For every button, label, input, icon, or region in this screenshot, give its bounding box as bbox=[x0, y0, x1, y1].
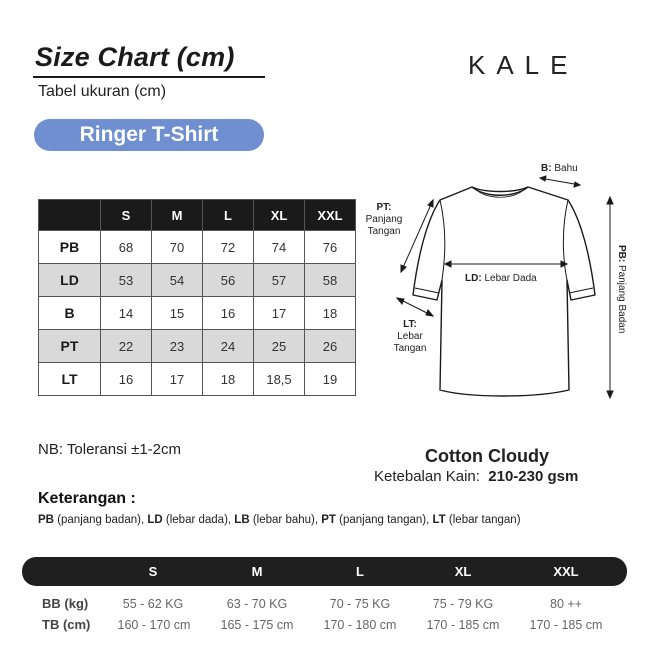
table-cell: 25 bbox=[254, 330, 305, 363]
table-cell: 22 bbox=[101, 330, 152, 363]
brand-logo: KALE bbox=[468, 50, 579, 80]
size-table-header bbox=[39, 200, 356, 231]
fit-size-header: L bbox=[356, 564, 364, 579]
row-label: LT bbox=[39, 363, 101, 396]
table-cell: 70 bbox=[152, 231, 203, 264]
table-cell: 74 bbox=[254, 231, 305, 264]
tb-cell: 160 - 170 cm bbox=[117, 618, 191, 632]
chest-width-label: LD: Lebar Dada bbox=[465, 273, 537, 284]
table-cell: 23 bbox=[152, 330, 203, 363]
bb-row-label: BB (kg) bbox=[42, 596, 89, 611]
row-label: PT bbox=[39, 330, 101, 363]
table-row bbox=[39, 231, 356, 264]
size-col-header: S bbox=[101, 200, 152, 231]
page-title: Size Chart (cm) bbox=[35, 42, 235, 72]
bb-cell: 63 - 70 KG bbox=[226, 597, 288, 611]
bb-cell: 80 ++ bbox=[550, 597, 582, 611]
table-row bbox=[39, 363, 356, 396]
table-cell: 17 bbox=[254, 297, 305, 330]
fabric-thickness: Ketebalan Kain: 210-230 gsm bbox=[374, 468, 579, 485]
table-cell: 57 bbox=[254, 264, 305, 297]
tolerance-note: NB: Toleransi ±1-2cm bbox=[38, 441, 182, 458]
size-col-header: XL bbox=[254, 200, 305, 231]
tshirt-outline bbox=[413, 187, 595, 396]
table-cell: 54 bbox=[152, 264, 203, 297]
page-subtitle: Tabel ukuran (cm) bbox=[38, 83, 167, 100]
table-cell: 58 bbox=[305, 264, 356, 297]
tb-cell: 165 - 175 cm bbox=[220, 618, 294, 632]
fit-size-header: M bbox=[251, 564, 263, 579]
body-length-label: PB: Panjang Badan bbox=[616, 245, 627, 334]
fabric-name: Cotton Cloudy bbox=[425, 446, 549, 466]
table-cell: 68 bbox=[101, 231, 152, 264]
bb-cell: 55 - 62 KG bbox=[122, 597, 184, 611]
size-table bbox=[38, 199, 356, 396]
table-row bbox=[39, 330, 356, 363]
table-row bbox=[39, 297, 356, 330]
shoulder-arrow bbox=[540, 178, 580, 185]
fit-size-header: XXL bbox=[553, 564, 579, 579]
table-cell: 53 bbox=[101, 264, 152, 297]
fit-size-header: XL bbox=[454, 564, 472, 579]
table-cell: 72 bbox=[203, 231, 254, 264]
table-cell: 26 bbox=[305, 330, 356, 363]
table-cell: 18,5 bbox=[254, 363, 305, 396]
row-label: LD bbox=[39, 264, 101, 297]
fit-size-header: S bbox=[148, 564, 158, 579]
table-cell: 18 bbox=[203, 363, 254, 396]
table-cell: 76 bbox=[305, 231, 356, 264]
title-underline bbox=[33, 76, 265, 78]
tb-cell: 170 - 185 cm bbox=[529, 618, 603, 632]
table-cell: 18 bbox=[305, 297, 356, 330]
sleeve-width-label: LT: Lebar Tangan bbox=[393, 319, 427, 354]
table-cell: 15 bbox=[152, 297, 203, 330]
tb-cell: 170 - 180 cm bbox=[323, 618, 397, 632]
table-cell: 17 bbox=[152, 363, 203, 396]
table-cell: 19 bbox=[305, 363, 356, 396]
size-col-header: XXL bbox=[305, 200, 356, 231]
table-cell: 24 bbox=[203, 330, 254, 363]
row-label: PB bbox=[39, 231, 101, 264]
bb-cell: 70 - 75 KG bbox=[329, 597, 391, 611]
table-cell: 14 bbox=[101, 297, 152, 330]
table-cell: 16 bbox=[101, 363, 152, 396]
shoulder-label: B: Bahu bbox=[541, 163, 578, 174]
table-cell: 56 bbox=[203, 264, 254, 297]
table-cell: 16 bbox=[203, 297, 254, 330]
tb-cell: 170 - 185 cm bbox=[426, 618, 500, 632]
sleeve-length-label: PT: Panjang Tangan bbox=[365, 202, 403, 237]
tb-row-label: TB (cm) bbox=[42, 617, 91, 632]
legend-text: PB (panjang badan), LD (lebar dada), LB (lebar bahu), PT (panjang tangan), LT (lebar tangan) bbox=[38, 514, 521, 526]
table-row bbox=[39, 264, 356, 297]
bb-cell: 75 - 79 KG bbox=[432, 597, 494, 611]
size-table-corner bbox=[39, 200, 101, 231]
product-badge: Ringer T-Shirt bbox=[34, 119, 264, 151]
size-col-header: M bbox=[152, 200, 203, 231]
row-label: B bbox=[39, 297, 101, 330]
size-col-header: L bbox=[203, 200, 254, 231]
legend-title: Keterangan : bbox=[38, 490, 136, 507]
